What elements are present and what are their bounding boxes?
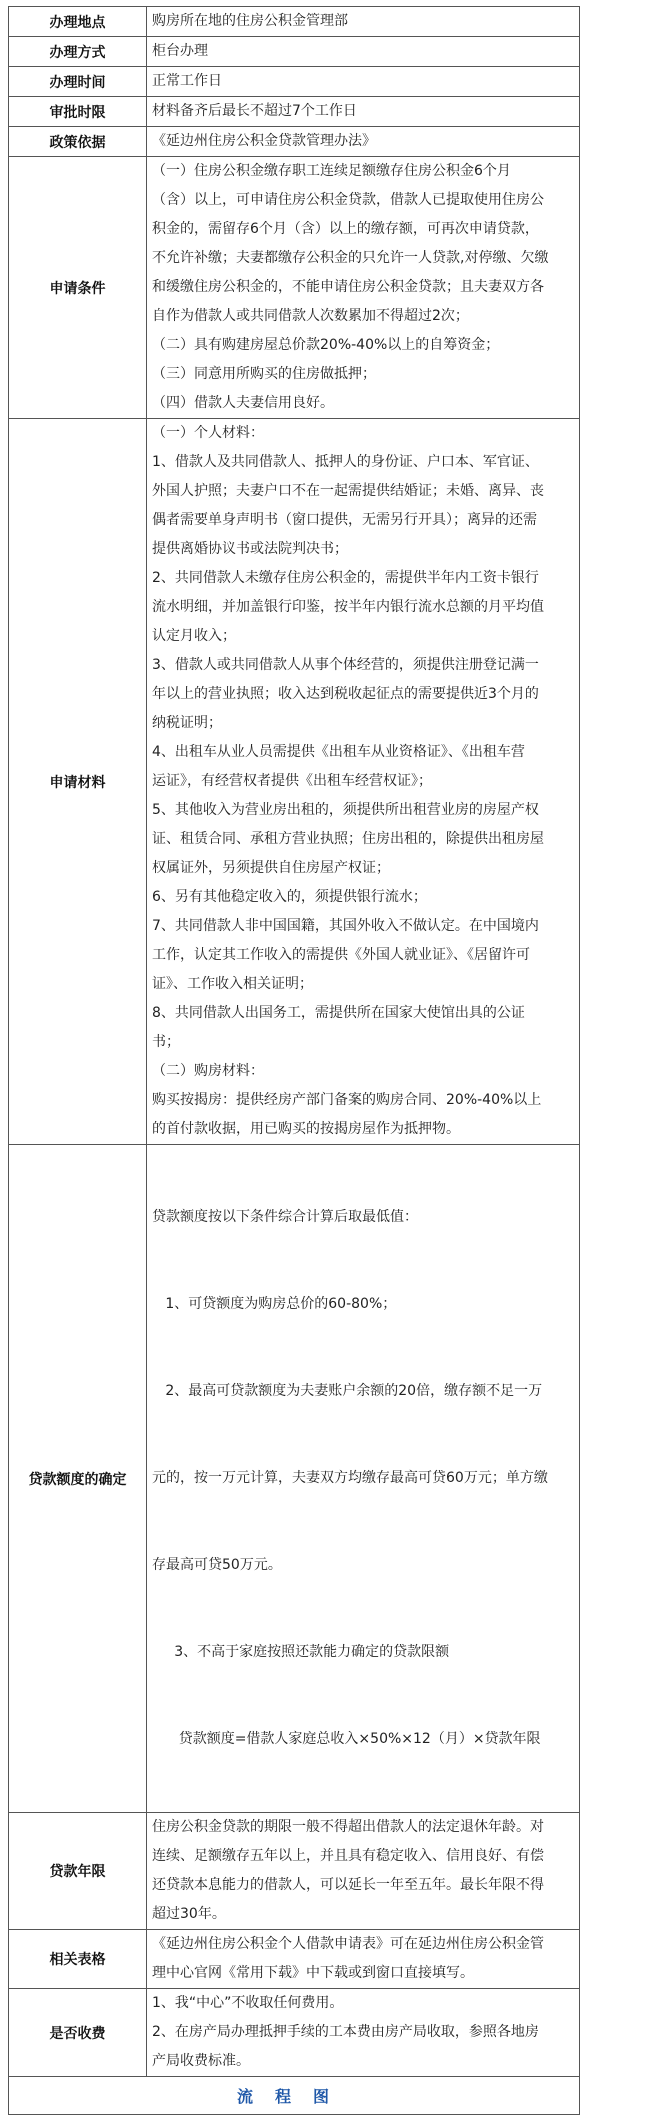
label-basis: 政策依据 [9,127,147,157]
label-conditions: 申请条件 [9,157,147,419]
text-line: （三）同意用所购买的住房做抵押； [152,366,376,382]
text-line: 运证》，有经营权者提供《出租车经营权证》； [152,773,432,789]
value-amount [147,1145,580,1813]
row-conditions [9,157,580,419]
service-guide [8,6,580,2115]
label-amount: 贷款额度的确定 [9,1145,147,1813]
value-conditions [147,157,580,419]
row-time [9,67,580,97]
text-line: 2、在房产局办理抵押手续的工本费由房产局收取，参照各地房 [152,2024,539,2040]
text-line: 2、共同借款人未缴存住房公积金的，需提供半年内工资卡银行 [152,570,539,586]
text-line: 年以上的营业执照；收入达到税收起征点的需要提供近3个月的 [152,686,539,702]
text-line: 超过30年。 [152,1906,226,1922]
row-materials [9,419,580,1145]
text-line: 自作为借款人或共同借款人次数累加不得超过2次； [152,308,469,324]
label-time: 办理时间 [9,67,147,97]
value-term [147,1813,580,1930]
text-line: 权属证外，另须提供自住房屋产权证； [152,860,390,876]
text-line: 《延边州住房公积金个人借款申请表》可在延边州住房公积金管 [152,1936,544,1952]
value-limit: 材料备齐后最长不超过7个工作日 [147,97,580,127]
label-method: 办理方式 [9,37,147,67]
label-forms: 相关表格 [9,1930,147,1989]
row-fees [9,1989,580,2077]
text-line: 不允许补缴；夫妻都缴存公积金的只允许一人贷款,对停缴、欠缴 [152,250,549,266]
info-table [8,6,580,2115]
row-limit [9,97,580,127]
value-forms [147,1930,580,1989]
text-line: 证、租赁合同、承租方营业执照；住房出租的，除提供出租房屋 [152,831,544,847]
label-location: 办理地点 [9,7,147,37]
value-time: 正常工作日 [147,67,580,97]
text-line: 8、共同借款人出国务工，需提供所在国家大使馆出具的公证 [152,1005,525,1021]
text-line: 流水明细，并加盖银行印鉴，按半年内银行流水总额的月平均值 [152,599,544,615]
text-line: 产局收费标准。 [152,2053,250,2069]
row-basis [9,127,580,157]
row-amount [9,1145,580,1813]
text-line: 偶者需要单身声明书（窗口提供，无需另行开具）；离异的还需 [152,512,537,528]
row-method [9,37,580,67]
text-line: （一）住房公积金缴存职工连续足额缴存住房公积金6个月 [152,163,511,179]
text-line: 还贷款本息能力的借款人，可以延长一年至五年。最长年限不得 [152,1877,544,1893]
text-line: 住房公积金贷款的期限一般不得超出借款人的法定退休年龄。对 [152,1819,544,1835]
row-forms [9,1930,580,1989]
text-line: 1、可贷额度为购房总价的60-80%； [152,1296,397,1312]
text-line: 7、共同借款人非中国国籍，其国外收入不做认定。在中国境内 [152,918,539,934]
text-line: 存最高可贷50万元。 [152,1557,282,1573]
row-term [9,1813,580,1930]
text-line: 的首付款收据，用已购买的按揭房屋作为抵押物。 [152,1121,460,1137]
label-materials: 申请材料 [9,419,147,1145]
text-line: 积金的，需留存6个月（含）以上的缴存额，可再次申请贷款， [152,221,539,237]
text-line: 贷款额度按以下条件综合计算后取最低值： [152,1209,418,1225]
text-line: 提供离婚协议书或法院判决书； [152,541,348,557]
text-line: （二）具有购建房屋总价款20%-40%以上的自筹资金； [152,337,500,353]
value-basis: 《延边州住房公积金贷款管理办法》 [147,127,580,157]
text-line: 书； [152,1034,180,1050]
text-line: 购买按揭房：提供经房产部门备案的购房合同、20%-40%以上 [152,1092,542,1108]
text-line: （四）借款人夫妻信用良好。 [152,395,334,411]
text-line: 贷款额度=借款人家庭总收入×50%×12（月）×贷款年限 [152,1731,541,1747]
label-term: 贷款年限 [9,1813,147,1930]
text-line: （一）个人材料： [152,425,264,441]
row-flowchart-title [9,2077,580,2115]
text-line: （含）以上，可申请住房公积金贷款，借款人已提取使用住房公 [152,192,544,208]
text-line: 理中心官网《常用下载》中下载或到窗口直接填写。 [152,1965,474,1981]
text-line: 连续、足额缴存五年以上，并且具有稳定收入、信用良好、有偿 [152,1848,544,1864]
text-line: 证》、工作收入相关证明； [152,976,313,992]
value-location: 购房所在地的住房公积金管理部 [147,7,580,37]
text-line: 认定月收入； [152,628,236,644]
text-line: 3、借款人或共同借款人从事个体经营的，须提供注册登记满一 [152,657,539,673]
text-line: 工作，认定其工作收入的需提供《外国人就业证》、《居留许可 [152,947,530,963]
text-line: 元的，按一万元计算，夫妻双方均缴存最高可贷60万元；单方缴 [152,1470,548,1486]
value-fees [147,1989,580,2077]
text-line: 1、我“中心”不收取任何费用。 [152,1995,344,2011]
text-line: 1、借款人及共同借款人、抵押人的身份证、户口本、军官证、 [152,454,539,470]
text-line: 纳税证明； [152,715,222,731]
value-method: 柜台办理 [147,37,580,67]
text-line: 3、不高于家庭按照还款能力确定的贷款限额 [152,1644,450,1660]
text-line: 外国人护照；夫妻户口不在一起需提供结婚证；未婚、离异、丧 [152,483,544,499]
text-line: 6、另有其他稳定收入的，须提供银行流水； [152,889,427,905]
text-line: 5、其他收入为营业房出租的，须提供所出租营业房的房屋产权 [152,802,539,818]
flowchart-title: 流程图 [9,2077,580,2115]
row-location [9,7,580,37]
text-line: 4、出租车从业人员需提供《出租车从业资格证》、《出租车营 [152,744,525,760]
value-materials [147,419,580,1145]
text-line: 和缓缴住房公积金的，不能申请住房公积金贷款；且夫妻双方各 [152,279,544,295]
text-line: （二）购房材料： [152,1063,264,1079]
label-limit: 审批时限 [9,97,147,127]
label-fees: 是否收费 [9,1989,147,2077]
text-line: 2、最高可贷款额度为夫妻账户余额的20倍，缴存额不足一万 [152,1383,543,1399]
